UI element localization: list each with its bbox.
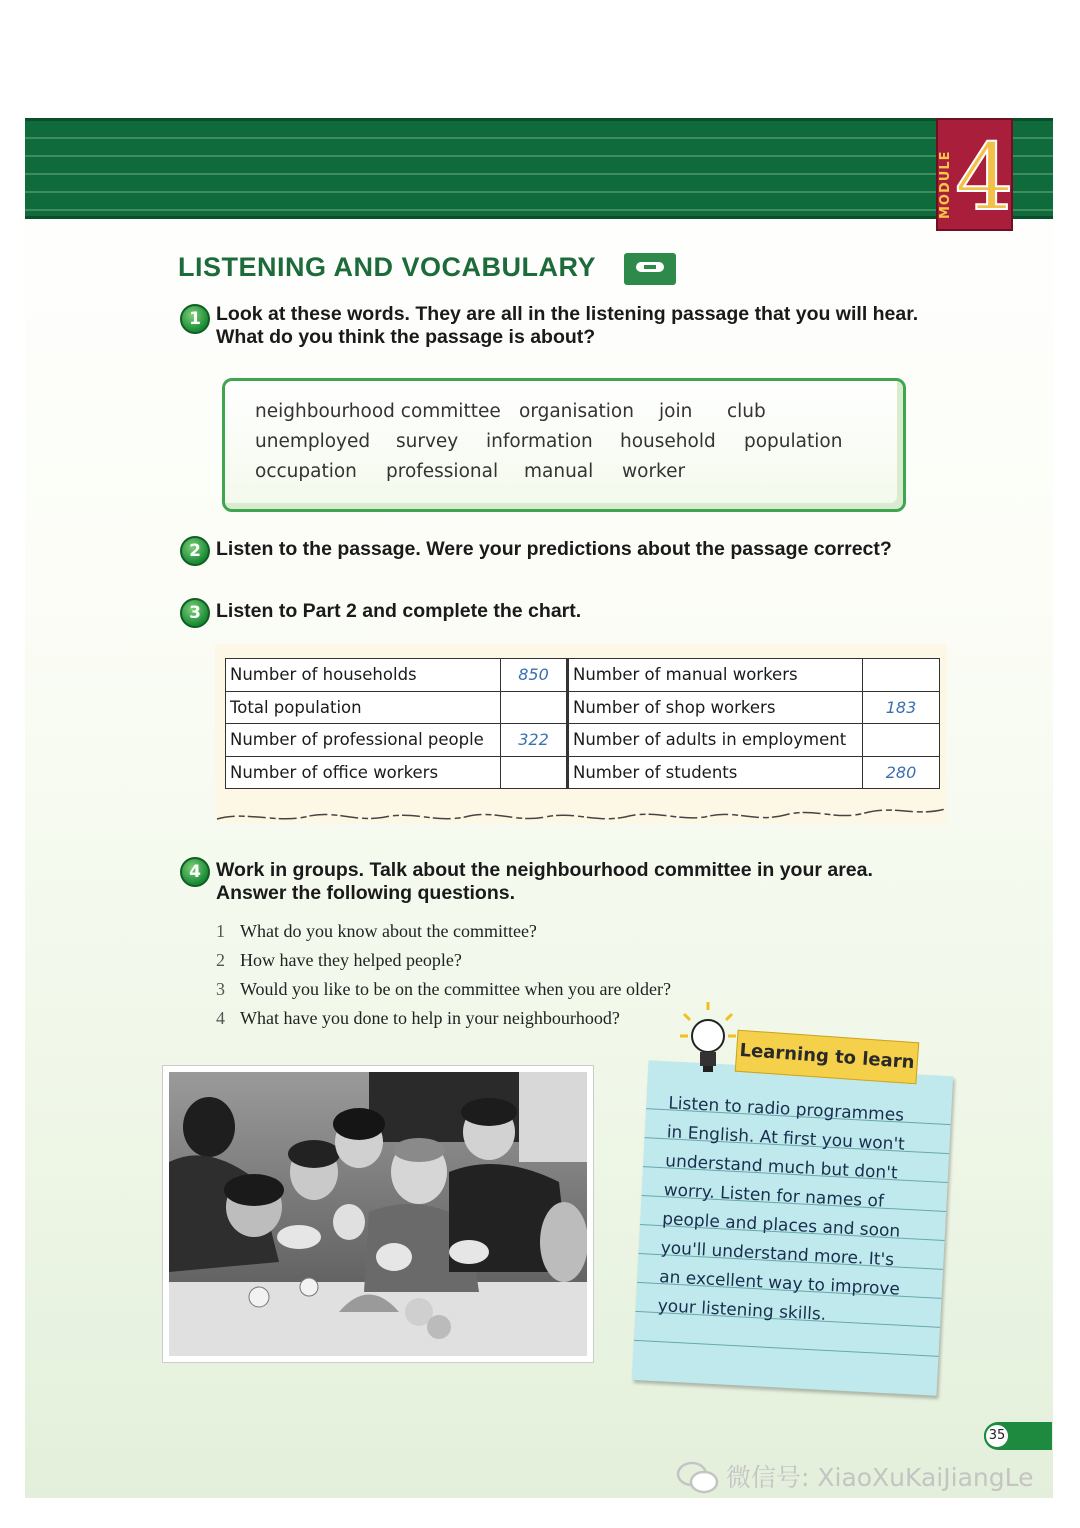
question-number: 4 (216, 1008, 225, 1028)
note-line-text: your listening skills. (657, 1296, 827, 1325)
note-rule-line (634, 1340, 939, 1357)
question-text: Would you like to be on the committee when you are older? (240, 979, 671, 999)
chart-label: Number of office workers (226, 756, 501, 789)
question-item (216, 1008, 620, 1029)
question-text: What have you done to help in your neighbourhood? (240, 1008, 620, 1028)
task-1-line-2: What do you think the passage is about? (216, 326, 596, 348)
vocab-word: worker (622, 461, 686, 482)
chart-value: 183 (863, 691, 940, 724)
task-3-instruction: Listen to Part 2 and complete the chart. (216, 600, 582, 622)
note-line-text: worry. Listen for names of (663, 1180, 885, 1212)
task-4-line-1: Work in groups. Talk about the neighbourhood committee in your area. (216, 859, 873, 881)
vocab-word: join (659, 401, 693, 422)
note-text (657, 1089, 939, 1335)
community-photo (163, 1066, 593, 1362)
watermark-text: 微信号: XiaoXuKaiJiangLe (726, 1463, 1034, 1492)
photo-illustration (169, 1072, 587, 1356)
question-text: What do you know about the committee? (240, 921, 537, 941)
question-number: 2 (216, 950, 225, 970)
chart-value (501, 756, 568, 789)
chart-label: Number of households (226, 659, 501, 692)
task-1-instruction (216, 303, 918, 349)
task-number-1: 1 (180, 304, 210, 334)
vocab-word: survey (396, 431, 459, 452)
chart-value: 850 (501, 659, 568, 692)
vocab-word: neighbourhood committee (255, 401, 501, 422)
question-item (216, 921, 537, 942)
vocab-word: unemployed (255, 431, 371, 452)
chart-label: Total population (226, 691, 501, 724)
vocab-word: population (744, 431, 843, 452)
vocab-word: manual (524, 461, 594, 482)
task-4-line-2: Answer the following questions. (216, 882, 516, 904)
question-number: 3 (216, 979, 225, 999)
task-number-2: 2 (180, 536, 210, 566)
chart-value (501, 691, 568, 724)
chart-value (863, 724, 940, 757)
note-line-text: Listen to radio programmes (667, 1093, 905, 1126)
chart-label: Number of adults in employment (568, 724, 863, 757)
module-header-band (25, 118, 1053, 219)
table-row (226, 659, 940, 692)
population-chart-table (225, 658, 940, 789)
vocab-word: club (727, 401, 766, 422)
task-1-line-1: Look at these words. They are all in the listening passage that you will hear. (216, 303, 919, 325)
note-line-text: understand much but don't (664, 1151, 899, 1184)
question-item (216, 950, 462, 971)
question-number: 1 (216, 921, 225, 941)
vocab-word: occupation (255, 461, 357, 482)
task-4-instruction (216, 859, 873, 905)
note-line-text: people and places and soon (661, 1209, 901, 1242)
vocab-word: professional (386, 461, 499, 482)
page-number: 35 (984, 1423, 1010, 1449)
vocab-word: information (486, 431, 593, 452)
chart-label: Number of professional people (226, 724, 501, 757)
vocab-word: household (620, 431, 716, 452)
chart-value: 322 (501, 724, 568, 757)
wechat-icon (676, 1460, 720, 1496)
cassette-tape-icon (624, 253, 676, 285)
task-2-instruction: Listen to the passage. Were your predictions about the passage correct? (216, 538, 892, 560)
learning-to-learn-note (632, 1060, 953, 1396)
task-number-4: 4 (180, 857, 210, 887)
question-text: How have they helped people? (240, 950, 462, 970)
light-bulb-icon (678, 1000, 738, 1080)
chart-label: Number of shop workers (568, 691, 863, 724)
section-title: LISTENING AND VOCABULARY (178, 252, 597, 282)
chart-value (863, 659, 940, 692)
learning-to-learn-title: Learning to learn (735, 1030, 919, 1085)
chart-label: Number of manual workers (568, 659, 863, 692)
chart-value: 280 (863, 756, 940, 789)
chart-label: Number of students (568, 756, 863, 789)
task-number-3: 3 (180, 598, 210, 628)
module-label: MODULE (938, 150, 953, 220)
table-row (226, 691, 940, 724)
note-line-text: you'll understand more. It's (660, 1238, 895, 1271)
note-line-text: in English. At first you won't (666, 1122, 906, 1155)
vocab-word: organisation (519, 401, 634, 422)
table-row (226, 724, 940, 757)
torn-paper-edge (215, 795, 947, 827)
note-line-text: an excellent way to improve (658, 1267, 901, 1300)
question-item (216, 979, 671, 1000)
table-row (226, 756, 940, 789)
module-number: 4 (955, 124, 1014, 231)
